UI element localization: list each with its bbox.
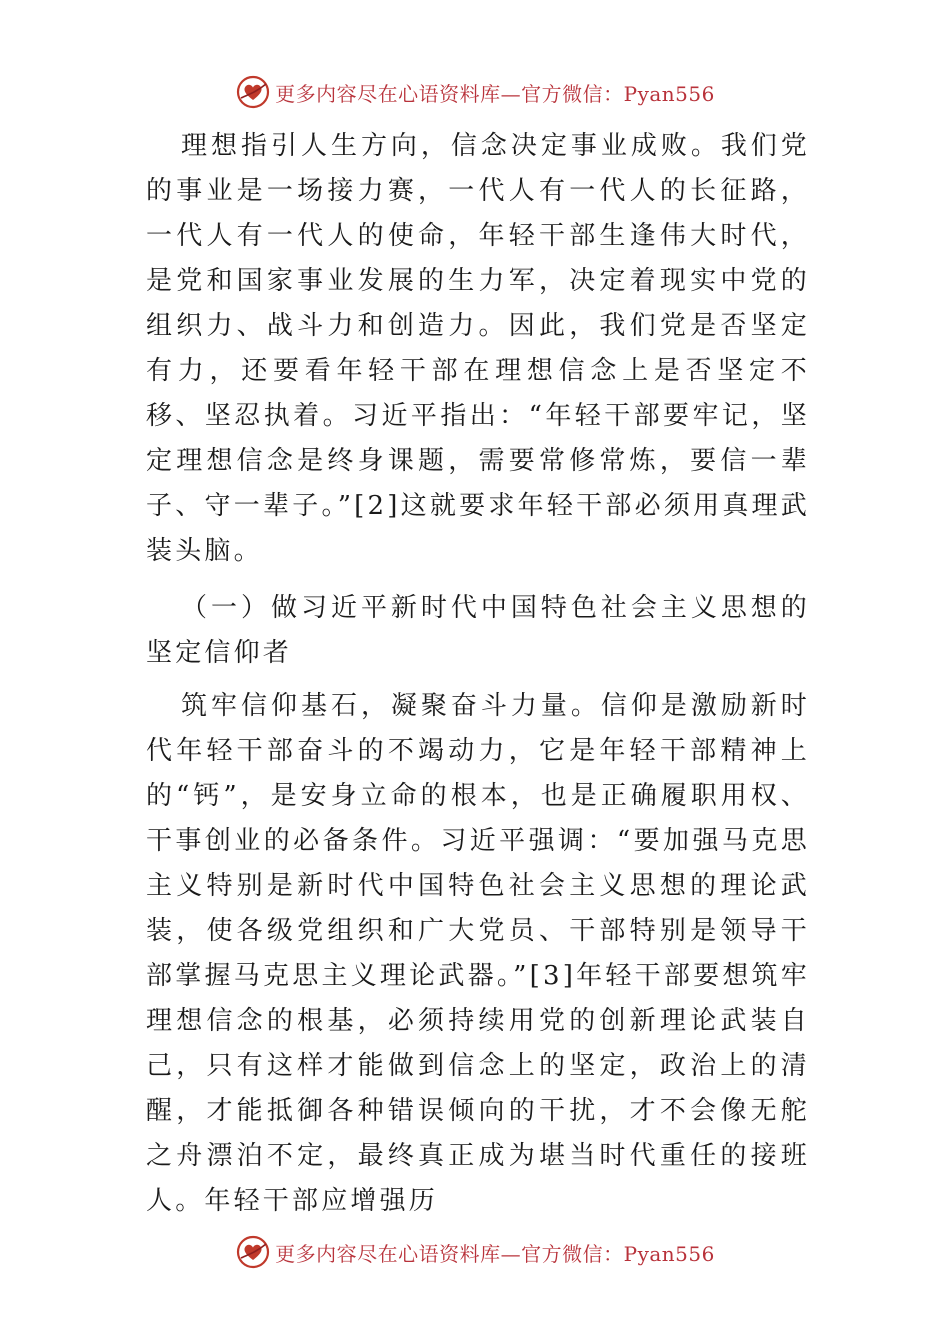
banner-text: 更多内容尽在心语资料库—官方微信：Pyan556	[275, 81, 715, 106]
section-heading: （一）做习近平新时代中国特色社会主义思想的坚定信仰者	[146, 593, 810, 668]
paragraph: 筑牢信仰基石，凝聚奋斗力量。信仰是激励新时代年轻干部奋斗的不竭动力，它是年轻干部精神上的“钙”，是安身立命的根本，也是正确履职用权、干事创业的必备条件。习近平强调：“要加强马克思主义特别是新时代中国特色社会主义思想的理论武装，使各级党组织和广大党员、干部特别是领导干部掌握马克思主义理论武器。”[3]年轻干部要想筑牢理想信念的根基，必须持续用党的创新理论武装自己，只有这样才能做到信念上的坚定，政治上的清醒，才能抵御各种错误倾向的干扰，才不会像无舵之舟漂泊不定，最终真正成为堪当时代重任的接班人。年轻干部应增强历	[146, 691, 810, 1216]
heart-logo-icon	[235, 74, 271, 110]
document-body	[146, 124, 810, 1224]
banner-text: 更多内容尽在心语资料库—官方微信：Pyan556	[275, 1241, 715, 1266]
paragraph: 理想指引人生方向，信念决定事业成败。我们党的事业是一场接力赛，一代人有一代人的长征路，一代人有一代人的使命，年轻干部生逢伟大时代，是党和国家事业发展的生力军，决定着现实中党的组织力、战斗力和创造力。因此，我们党是否坚定有力，还要看年轻干部在理想信念上是否坚定不移、坚忍执着。习近平指出：“年轻干部要牢记，坚定理想信念是终身课题，需要常修常炼，要信一辈子、守一辈子。”[2]这就要求年轻干部必须用真理武装头脑。	[146, 131, 810, 566]
header-banner	[0, 72, 950, 112]
footer-banner	[0, 1232, 950, 1272]
heart-logo-icon	[235, 1234, 271, 1270]
